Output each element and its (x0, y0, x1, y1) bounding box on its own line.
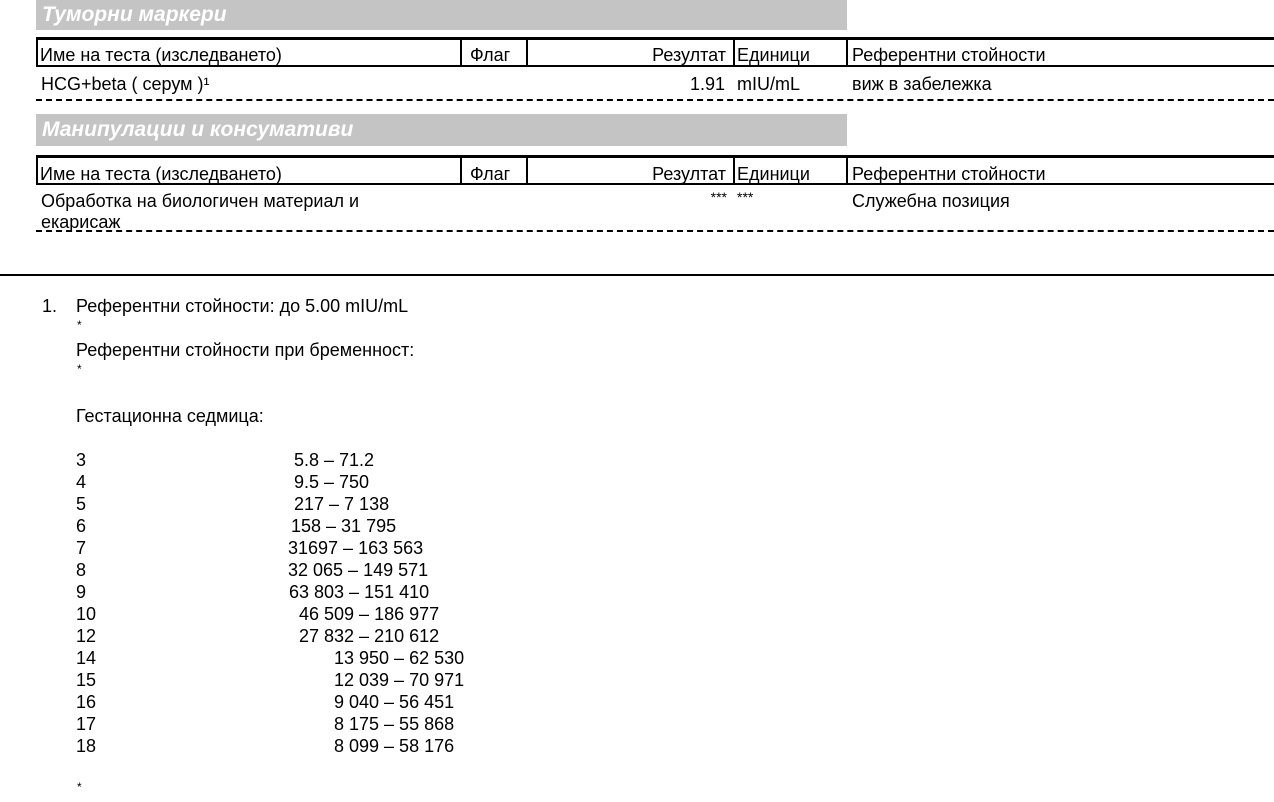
gestation-week: 9 (76, 582, 87, 602)
test-result: 1.91 (689, 74, 725, 94)
gestation-week: 15 (76, 670, 97, 690)
gestation-range: 27 832 – 210 612 (299, 626, 440, 646)
gestation-week: 10 (76, 604, 97, 624)
gestation-range: 9 040 – 56 451 (334, 692, 455, 712)
test-reference: Служебна позиция (852, 191, 1010, 211)
gestation-range: 13 950 – 62 530 (334, 648, 465, 668)
col-divider (526, 37, 528, 67)
gestation-range: 46 509 – 186 977 (299, 604, 440, 624)
col-header-result: Резултат (652, 45, 726, 65)
col-header-result: Резултат (652, 164, 726, 184)
col-divider (460, 155, 462, 185)
gestation-range: 31697 – 163 563 (288, 538, 424, 558)
col-header-flag: Флаг (470, 45, 511, 65)
test-units: *** (737, 189, 754, 205)
col-header-name: Име на теста (изследването) (40, 45, 282, 65)
section-header-tumor-markers (36, 0, 847, 30)
col-divider (36, 155, 38, 185)
gestation-week: 16 (76, 692, 97, 712)
reference-line: Референтни стойности: до 5.00 mIU/mL (76, 296, 409, 316)
test-result: *** (710, 189, 727, 205)
col-divider (846, 37, 848, 67)
gestation-label: Гестационна седмица: (76, 406, 264, 426)
col-header-reference: Референтни стойности (852, 45, 1046, 65)
col-divider (526, 155, 528, 185)
gestation-range: 9.5 – 750 (294, 472, 370, 492)
test-name: Обработка на биологичен материал и (41, 191, 360, 211)
asterisk: * (77, 362, 82, 376)
test-reference: виж в забележка (852, 74, 992, 94)
pregnancy-reference-line: Референтни стойности при бременност: (76, 340, 415, 360)
gestation-range: 8 175 – 55 868 (334, 714, 455, 734)
test-name: HCG+beta ( серум )¹ (41, 74, 210, 94)
header-top-rule (36, 155, 1274, 158)
gestation-range: 32 065 – 149 571 (288, 560, 429, 580)
gestation-week: 8 (76, 560, 87, 580)
gestation-week: 17 (76, 714, 97, 734)
col-header-name: Име на теста (изследването) (40, 164, 282, 184)
section-title: Туморни маркери (42, 3, 227, 26)
section-title: Манипулации и консумативи (42, 118, 354, 141)
col-divider (733, 37, 735, 67)
col-divider (460, 37, 462, 67)
gestation-range: 63 803 – 151 410 (289, 582, 430, 602)
gestation-week: 7 (76, 538, 87, 558)
header-top-rule (36, 37, 1274, 40)
gestation-range: 217 – 7 138 (294, 494, 390, 514)
test-name-continued: екарисаж (41, 212, 121, 232)
gestation-week: 12 (76, 626, 97, 646)
gestation-range: 8 099 – 58 176 (334, 736, 455, 756)
row-divider (36, 230, 1274, 232)
gestation-range: 5.8 – 71.2 (294, 450, 375, 470)
row-divider (36, 99, 1274, 101)
col-divider (733, 155, 735, 185)
test-units: mIU/mL (737, 74, 800, 94)
gestation-week: 18 (76, 736, 97, 756)
col-divider (846, 155, 848, 185)
gestation-week: 6 (76, 516, 87, 536)
col-header-units: Единици (737, 45, 810, 65)
asterisk: * (77, 318, 82, 332)
asterisk: * (77, 780, 82, 794)
col-divider (36, 37, 38, 67)
gestation-range: 12 039 – 70 971 (334, 670, 465, 690)
notes-separator (0, 274, 1274, 276)
col-header-units: Единици (737, 164, 810, 184)
col-header-flag: Флаг (470, 164, 511, 184)
col-header-reference: Референтни стойности (852, 164, 1046, 184)
gestation-week: 4 (76, 472, 87, 492)
gestation-week: 14 (76, 648, 97, 668)
gestation-week: 5 (76, 494, 87, 514)
section-header-manipulations (36, 114, 847, 146)
gestation-range: 158 – 31 795 (291, 516, 397, 536)
gestation-week: 3 (76, 450, 87, 470)
footnote-number: 1. (42, 296, 58, 316)
